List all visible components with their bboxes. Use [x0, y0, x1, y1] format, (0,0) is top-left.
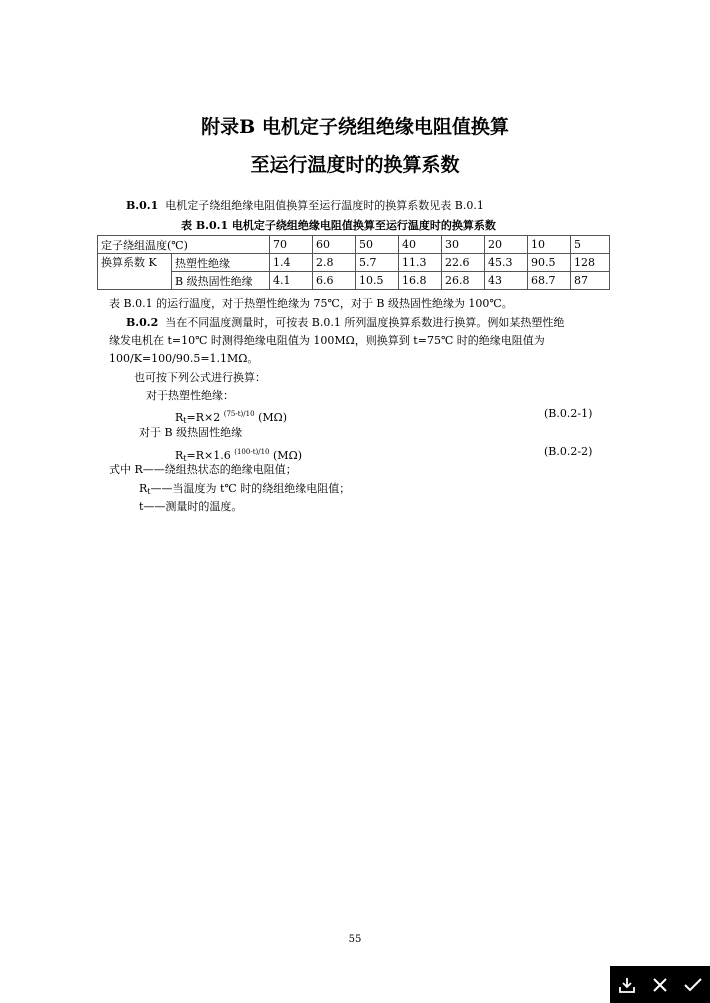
coef-cell: 1.4	[270, 254, 313, 272]
formula-1: $R_t=R\times 2$ $^{(75-t)/10}$ (MΩ)	[175, 410, 288, 425]
temp-cell: 30	[442, 236, 485, 254]
section-b02-label: B.0.2	[126, 316, 159, 329]
coef-cell: 16.8	[399, 272, 442, 290]
section-b01-text: 电机定子绕组绝缘电阻值换算至运行温度时的换算系数见表 B.0.1	[165, 199, 484, 212]
close-button[interactable]	[647, 972, 673, 998]
where-line2: $R_t——$当温度为 t℃ 时的绕组绝缘电阻值；	[139, 482, 351, 496]
where-line3: t——测量时的温度。	[139, 500, 243, 513]
table-row-thermoset	[98, 272, 610, 290]
thermoplastic-label: 对于热塑性绝缘：	[146, 389, 234, 402]
row-label: 热塑性绝缘	[172, 254, 270, 272]
formula-2: $R_t=R\times 1.6$ $^{(100-t)/10}$ (MΩ)	[175, 448, 302, 463]
formula-2-exponent: (100-t)/10	[234, 448, 270, 456]
appendix-title: 附录B 电机定子绕组绝缘电阻值换算	[201, 116, 509, 138]
section-b02-text: 当在不同温度测量时，可按表 B.0.1 所列温度换算系数进行换算。例如某热塑性绝	[165, 316, 565, 329]
section-b02-line2: 缘发电机在 t=10℃ 时测得绝缘电阻值为 100MΩ，则换算到 t=75℃ 时的绝缘电阻值为	[109, 334, 545, 347]
coef-cell: 22.6	[442, 254, 485, 272]
temp-cell: 60	[313, 236, 356, 254]
temp-cell: 70	[270, 236, 313, 254]
coef-cell: 5.7	[356, 254, 399, 272]
section-b02-line1	[126, 316, 564, 330]
coef-cell: 90.5	[528, 254, 571, 272]
conversion-table	[97, 235, 610, 290]
temp-cell: 5	[571, 236, 610, 254]
coef-cell: 10.5	[356, 272, 399, 290]
coef-cell: 43	[485, 272, 528, 290]
row-label: B 级热固性绝缘	[172, 272, 270, 290]
temp-cell: 20	[485, 236, 528, 254]
table-row-temperature	[98, 236, 610, 254]
coef-cell: 87	[571, 272, 610, 290]
coef-header: 换算系数 K	[98, 254, 172, 290]
thermoset-label: 对于 B 级热固性绝缘	[139, 426, 243, 439]
table-row-thermoplastic	[98, 254, 610, 272]
coef-cell: 68.7	[528, 272, 571, 290]
formula-1-exponent: (75-t)/10	[223, 410, 255, 418]
coef-cell: 11.3	[399, 254, 442, 272]
coef-cell: 45.3	[485, 254, 528, 272]
section-b02-line3: 100/K=100/90.5=1.1MΩ。	[109, 352, 259, 365]
temp-header: 定子绕组温度(℃)	[98, 236, 270, 254]
coef-cell: 128	[571, 254, 610, 272]
coef-cell: 26.8	[442, 272, 485, 290]
temp-cell: 40	[399, 236, 442, 254]
confirm-button[interactable]	[680, 972, 706, 998]
section-b01	[126, 199, 484, 213]
check-icon	[684, 977, 702, 993]
coef-cell: 2.8	[313, 254, 356, 272]
close-icon	[652, 977, 668, 993]
section-b01-label: B.0.1	[126, 199, 159, 212]
table-note: 表 B.0.1 的运行温度，对于热塑性绝缘为 75℃，对于 B 级热固性绝缘为 100℃。	[109, 297, 513, 310]
coef-cell: 6.6	[313, 272, 356, 290]
temp-cell: 50	[356, 236, 399, 254]
formula-1-number: (B.0.2-1)	[544, 407, 593, 420]
where-line1: 式中 R——绕组热状态的绝缘电阻值；	[109, 463, 297, 476]
download-button[interactable]	[614, 972, 640, 998]
appendix-subtitle: 至运行温度时的换算系数	[250, 154, 460, 176]
coef-cell: 4.1	[270, 272, 313, 290]
formula-2-number: (B.0.2-2)	[544, 445, 593, 458]
download-icon	[618, 976, 636, 994]
table-caption: 表 B.0.1 电机定子绕组绝缘电阻值换算至运行温度时的换算系数	[181, 219, 496, 232]
temp-cell: 10	[528, 236, 571, 254]
formula-intro: 也可按下列公式进行换算：	[134, 371, 266, 384]
page-number: 55	[348, 934, 362, 945]
bottom-toolbar	[610, 966, 710, 1003]
